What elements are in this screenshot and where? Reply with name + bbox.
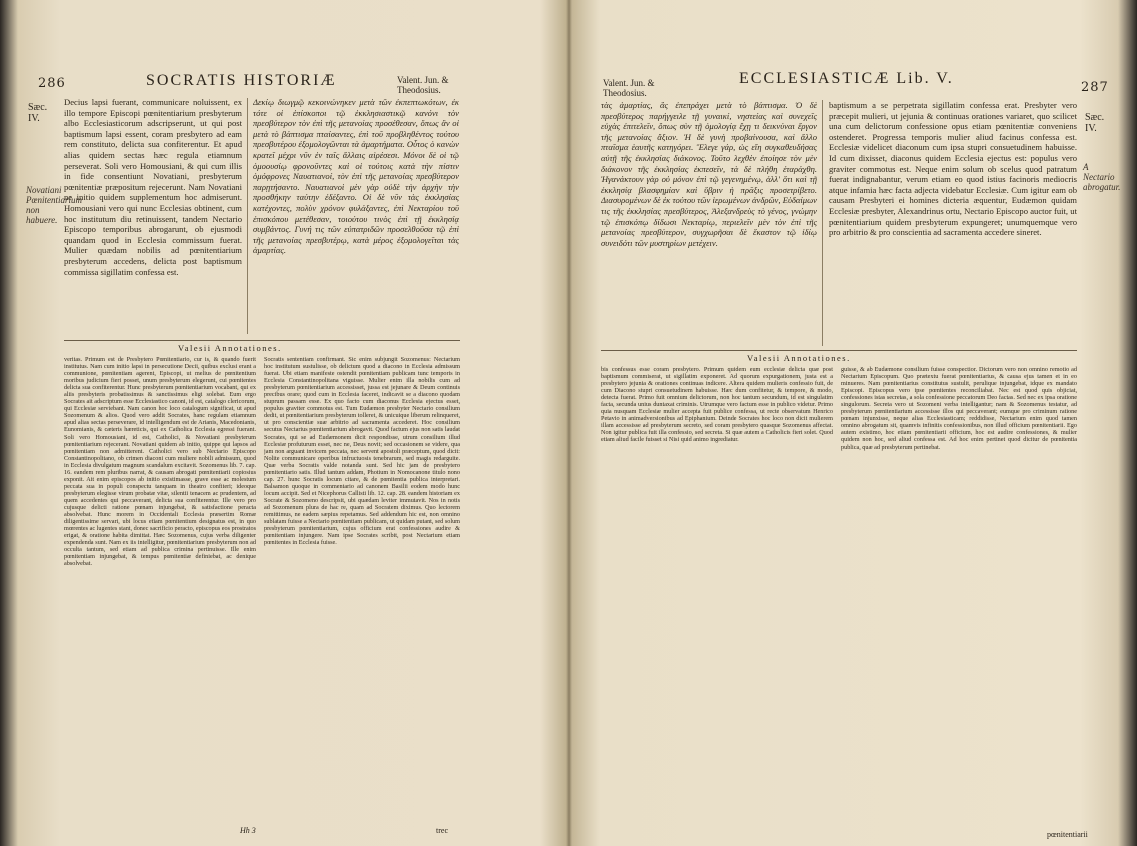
left-notes-title: Valesii Annotationes. — [178, 343, 282, 353]
left-column-divider — [247, 98, 248, 334]
left-notes-column-1 — [64, 356, 256, 824]
right-page — [569, 0, 1137, 846]
left-running-head: SOCRATIS HISTORIÆ — [146, 72, 337, 89]
left-notes-column-2 — [264, 356, 460, 824]
right-notes-column-1 — [601, 366, 833, 828]
left-latin-paragraph: Decius lapsi fuerant, communicare noluissent, ex illo tempore Episcopi pœnitentiarium presbyterum albo Ecclesiasticorum adscripserunt, ut qui post baptismum lapsi essent, coram presbytero ad eam rem constituto, delicta sua confiterentur. Et apud alias quidem sectas hæc regula etiamnum perseverat. Soli vero Homousiani, & qui cum illis in fide consentiunt Novatiani, presbyterum pœnitentiæ præpositum rejecerunt. Nam Novatiani ne initio quidem supplementum hoc admiserunt. Homousiani vero qui nunc Ecclesias obtinent, cum hoc institutum diu retinuissent, tandem Nectario Episcopo temporibus abrogarunt, ob ejusmodi quandam quod in Ecclesia commissum fuerat. Mulier quædam nobilis ad pœnitentiarium presbyterum accedens, delicta post baptismum commissa sigillatim confessa est. — [64, 97, 242, 277]
left-notes-text-2: Socratis sententiam confirmant. Sic enim subjungit Sozomenus: Nectarium hoc institutum sustulisse, ob delictum quod a diacono in Ecclesia admissum fuerat. Ubi etiam manifeste ostendit pœnitentiam publicam tunc temporis in Ecclesia Constantinopolitana viguisse. Mulier enim illa nobilis cum ad presbyterum pœnitentiarium accessisset, jussa est jejunare & Deum continuis precibus orare; quod cum in Ecclesia faceret, indicavit se a diacono quodam stuprum passam esse. Ex quo facto cum diaconus Ecclesia ejectus esset, populus graviter commotus est. Tum Eudæmon presbyter Nectario consilium dedit, ut pœnitentiarium presbyterum tolleret, & unicuique liberum relinqueret, ut pro conscientiæ suæ arbitrio ad sacramenta accederet. Hoc consilium secutus Nectarius pœnitentiarium abrogavit. Quod factum ejus non satis laudat Socrates, qui se ad Eudæmonem dicit respondisse, utrum consilium illud Ecclesiæ profuturum esset, nec ne, Deus novit; sed occasionem se videre, qua jam non arguant invicem peccata, nec servent apostoli præceptum, quod dicit: Nolite communicare operibus infructuosis tenebrarum, sed magis redarguite. Quæ verba Socratis valde notanda sunt. Sed hic jam de presbytero pœnitentiario satis. Illud tantum addam, Photium in Nomocanone titulo nono cap. 27. hunc Socratis locum citare, & de pœnitentia publica interpretari. Balsamon quoque in commentario ad canonem Basilii eodem modo hunc locum accipit. Sed et Nicephorus Callisti lib. 12. cap. 28. eandem historiam ex Socrate & Sozomeno descripsit, ubi quædam leviter immutavit. Nos in notis ad Sozomenum plura de hac re, quam ad Socratem diximus. Quo lectorem remittimus, ne eadem sæpius repetamus. Sed addendum hic est, non omnino sublatam fuisse a Nectario pœnitentiam publicam, ut quidam putant, sed solum presbyterum pœnitentiarium, cujus officium erat confessiones audire & pœnitentiam injungere. Nam ipse Socrates scribit, post Nectarium etiam pœnitentes in Ecclesia fuisse. — [264, 356, 460, 547]
left-catchword: trec — [436, 826, 448, 835]
left-margin-note: Novatiani Pœnitentiarium non habuere. — [26, 185, 82, 225]
left-folio: 286 — [38, 76, 66, 91]
left-latin-text — [64, 97, 242, 335]
right-running-head-reign: Valent. Jun. & Theodosius. — [603, 78, 655, 98]
right-catchword: pœnitentiarii — [1047, 830, 1088, 839]
right-greek-paragraph: τὰς ἁμαρτίας, ἃς ἐπεπράχει μετὰ τὸ βάπτισμα. Ὁ δὲ πρεσβύτερος παρήγγειλε τῇ γυναικί, νηστείας καὶ συνεχεῖς εὐχὰς ἐπιτελεῖν, ὅπως σὺν τῇ ὁμολογίᾳ ἔχῃ τι δεικνύναι ἔργον τῆς μετανοίας ἄξιον. Ἡ δὲ γυνὴ προβαίνουσα, καὶ ἄλλο πταῖσμα ἑαυτῆς κατηγόρει. Ἔλεγε γάρ, ὡς εἴη συγκαθευδήσας αὐτῇ τῆς ἐκκλησίας διάκονος. Τοῦτο λεχθὲν ἐποίησε τὸν μὲν διάκονον τῆς ἐκκλησίας ἐκπεσεῖν, τὰ δὲ πλήθη ἐταράχθη. Ἠγανάκτουν γὰρ οὐ μόνον ἐπὶ τῷ γεγενημένῳ, ἀλλ' ὅτι καὶ τῇ ἐκκλησίᾳ βλασφημίαν καὶ ὕβριν ἡ πρᾶξις προσετρίβετο. Διασυρομένων δὲ ἐκ τούτου τῶν ἱερωμένων ἀνδρῶν, Εὐδαίμων τις τῆς ἐκκλησίας πρεσβύτερος, Ἀλεξανδρεὺς τὸ γένος, γνώμην τῷ ἐπισκόπῳ δίδωσι Νεκταρίῳ, περιελεῖν μὲν τὸν ἐπὶ τῆς μετανοίας πρεσβύτερον, συγχωρῆσαι δὲ ἕκαστον τῷ ἰδίῳ συνειδότι τῶν μυστηρίων μετέχειν. — [601, 100, 817, 248]
right-notes-rule — [601, 350, 1077, 351]
right-notes-title: Valesii Annotationes. — [747, 353, 851, 363]
right-latin-text — [829, 100, 1077, 346]
right-latin-paragraph: baptismum a se perpetrata sigillatim confessa erat. Presbyter vero præcepit mulieri, ut jejunia & continuas orationes variaret, quo scilicet una cum delictorum confessione opus etiam pœnitentiæ conveniens ostenderet. Progressa temporis mulier aliud facinus confessa est. Ecclesiæ videlicet diaconum cum ipsa stupri consuetudinem habuisse. Id cum dixisset, diaconus quidem Ecclesia ejectus est: populus vero graviter commotus est. Neque enim solum ob scelus quod patratum fuerat indignabantur, verum etiam eo quod istius facinoris mediocris atque infamia hæc facta adjecta videbatur Ecclesiæ. Cum igitur eam ob causam Presbyteri ei homines dicteria æquentur, Eudæmon quidam Ecclesiæ presbyter, Alexandrinus ortu, Nectario Episcopo auctor fuit, ut pœnitentiarium quidem presbyterum expungeret; unumquemque vero pro arbitrio & pro conscientia ad sacramenta accedere sineret. — [829, 100, 1077, 238]
right-folio: 287 — [1081, 80, 1109, 95]
left-notes-text-1: veritas. Primum est de Presbytero Pœnitentiario, cur is, & quando fuerit institutus. Nam cum initio lapsi in persecutione Decii, quibus exclusi erant a communione, pœnitentiam agerent, Episcopi, ut melius de pœnitentium moribus judicium fieri posset, unum presbyterum elegerunt, cui pœnitentes delicta sua confiterentur. Hunc presbyterum pœnitentiarium vocabant, qui ex aliis presbyteris probatissimus & sanctissimus eligi solebat. Eum ergo Socrates ait adscriptum esse Ecclesiastico canoni, id est, catalogo clericorum, qui Ecclesiæ serviebant. Nam canon hoc loco catalogum significat, ut apud Sozomenum & alios. Quod vero addit Socrates, hanc regulam etiamnum apud alias sectas perseverare, id intelligendum est de Arianis, Macedonianis, Eunomianis, & cæteris hæreticis, qui ex Catholica Ecclesia egressi fuerant. Soli vero Homousiani, id est, Catholici, & Novatiani presbyterum pœnitentiarium rejecerant. Novatiani quidem ab initio, quippe qui lapsos ad pœnitentiam non admitterent. Catholici vero sub Nectario Episcopo Constantinopolitano, ob crimen diaconi cum muliere nobili admissum, quod in Ecclesia divulgatum magnum scandalum excitavit. Sozomenus lib. 7. cap. 16. eandem rem pluribus narrat, & causam abrogati pœnitentiarii copiosius exponit. Ait enim episcopos ab initio existimasse, grave esse ac molestum peccata sua in populi conspectu tanquam in theatro confiteri; ideoque presbyterum elegisse virum probatæ vitæ, silentii tenacem ac prudentem, ad quem accedentes qui peccaverant, delicta sua confiterentur. Ille vero pro cujusque delicti ratione pœnam injungebat, & satisfactione peracta absolvebat. Hunc morem in Occidentali Ecclesia præsertim Romæ diligentissime servari, ubi locus etiam pœnitentium designatus est, in quo mœrentes ac lugentes stant, donec sacrificio peracto, episcopus eos prostratos erigat, & oratione habita dimittat. Hæc Sozomenus, cujus verba diligenter expendenda sunt. Nam ex iis intelligitur, pœnitentiarium presbyterum non ad occulta tantum, sed etiam ad publica crimina pertinuisse. Ille enim pœnitentiam injungebat, & tempus pœnitentiæ definiebat, ac denique absolvebat. — [64, 356, 256, 568]
left-notes-rule — [64, 340, 460, 341]
left-signature: Hh 3 — [240, 826, 256, 835]
right-running-head: ECCLESIASTICÆ Lib. V. — [739, 70, 954, 87]
left-running-head-reign: Valent. Jun. & Theodosius. — [397, 75, 449, 95]
right-saec-label: Sæc. IV. — [1085, 112, 1105, 134]
right-notes-text-1: bis confessus esse coram presbytero. Primum quidem eum ecclesiæ delicta quæ post baptismum commiserat, ut sigillatim exponeret. Ad quorum expurgationem, justa est a presbytero jejunia & orationes continuas indicere. Altera quidem mulieris confessio fuit, de cum Diacono stupri consuetudinem habuisse. Hæc dum confitetur, & tempore, & modo, detecta fuerat. Primo fuit omnium delictorum, non hoc tantum secundum, id est singulatim facta, secunda unius duntaxat criminis. Utrumque vero factum esse in publico videtur. Primo quia nusquam Ecclesiæ mulier accepta fuit publice confessa, ut recte observatum Henrico Petavio in animadversionibus ad Epiphanium. Deinde Socrates hoc loco non dicit mulierem illam accessisse ad presbyterum secreto, sed coram presbytero quasque Sozomenus affectat. Non igitur publica fuit illa confessio, sed secreta. Si quæ autem a Catholicis fieri solet. Quod etiam aliud facile fuisset si Nisi quid animo ingrediatur. — [601, 366, 833, 444]
right-greek-text — [601, 100, 817, 346]
left-greek-text — [253, 97, 459, 335]
right-margin-note: A Nectario abrogatur. — [1083, 162, 1121, 192]
left-saec-label: Sæc. IV. — [28, 102, 48, 124]
left-greek-paragraph: Δεκίῳ διωγμῷ κεκοινώνηκεν μετὰ τῶν ἐκπεπτωκότων, ἐκ τότε οἱ ἐπίσκοποι τῷ ἐκκλησιαστικῷ κανόνι τὸν πρεσβύτερον τὸν ἐπὶ τῆς μετανοίας προσέθεσαν, ὅπως ἂν οἱ μετὰ τὸ βάπτισμα πταίσαντες, ἐπὶ τοῦ προβληθέντος τούτου πρεσβυτέρου ἐξομολογῶνται τὰ ἁμαρτήματα. Οὗτος ὁ κανὼν κρατεῖ μέχρι νῦν ἐν ταῖς ἄλλαις αἱρέσεσι. Μόνοι δὲ οἱ τῷ ὁμοουσίῳ φρονοῦντες καὶ οἱ τούτοις κατὰ τὴν πίστιν ὁμόφρονες Ναυατιανοί, τὸν ἐπὶ τῆς μετανοίας πρεσβύτερον παρῃτήσαντο. Ναυατιανοὶ μὲν γὰρ οὐδὲ τὴν ἀρχὴν τὴν προσθήκην ταύτην ἐδέξαντο. Οἱ δὲ νῦν τὰς ἐκκλησίας κατέχοντες, πολὺν χρόνον φυλάξαντες, ἐπὶ Νεκταρίου τοῦ ἐπισκόπου μετέθεσαν, τοιούτου τινὸς ἐπὶ τῇ ἐκκλησίᾳ συμβάντος. Γυνή τις τῶν εὐπατριδῶν προσελθοῦσα τῷ ἐπὶ τῆς μετανοίας πρεσβυτέρῳ, κατὰ μέρος ἐξομολογεῖται τὰς ἁμαρτίας. — [253, 97, 459, 256]
right-notes-column-2 — [841, 366, 1077, 828]
right-column-divider — [822, 100, 823, 346]
left-page — [0, 0, 568, 846]
right-notes-text-2: guisse, & ab Eudæmone consilium fuisse conspectior. Dictorum vero non omnino remotio ad Nectarium Episcopum. Quo prætextu fuerat pœnitentiarius, & causa ejus tamen et in eo minueres. Nam pœnitentiarius constitutus sustulit, perulique injungebat, idque ex mandato Episcopi. Episcopus vero ipse pœnitentes reconciliabat. Nec est quod quis objiciat, confessiones istas secretas, a sola confessione peccatorum Deo factas. Sed nec ex ipsa oratione singulorum. Secreta vero ut Sozomeni verba intelligantur; nam & Sozomenus testatur, ad presbyterum pœnitentiarium accessisse illos qui peccaverant; eumque pro criminum ratione pœnam injunxisse, neque alias Ecclesiasticam; reddidisse, Nectarium enim quod tamen omnino abrogatum sit, quamvis infinitis confessionibus, non illud officium pœnitentiarii. Ego autem existimo, hoc etiam pœnitentiarii officium, hoc est audire confessiones, & mulier quidem non hoc, sed aliud confessa est. Ad hoc enim pertinet quod dicitur de pœnitentia publica, quæ ad presbyterum pertinebat. — [841, 366, 1077, 451]
